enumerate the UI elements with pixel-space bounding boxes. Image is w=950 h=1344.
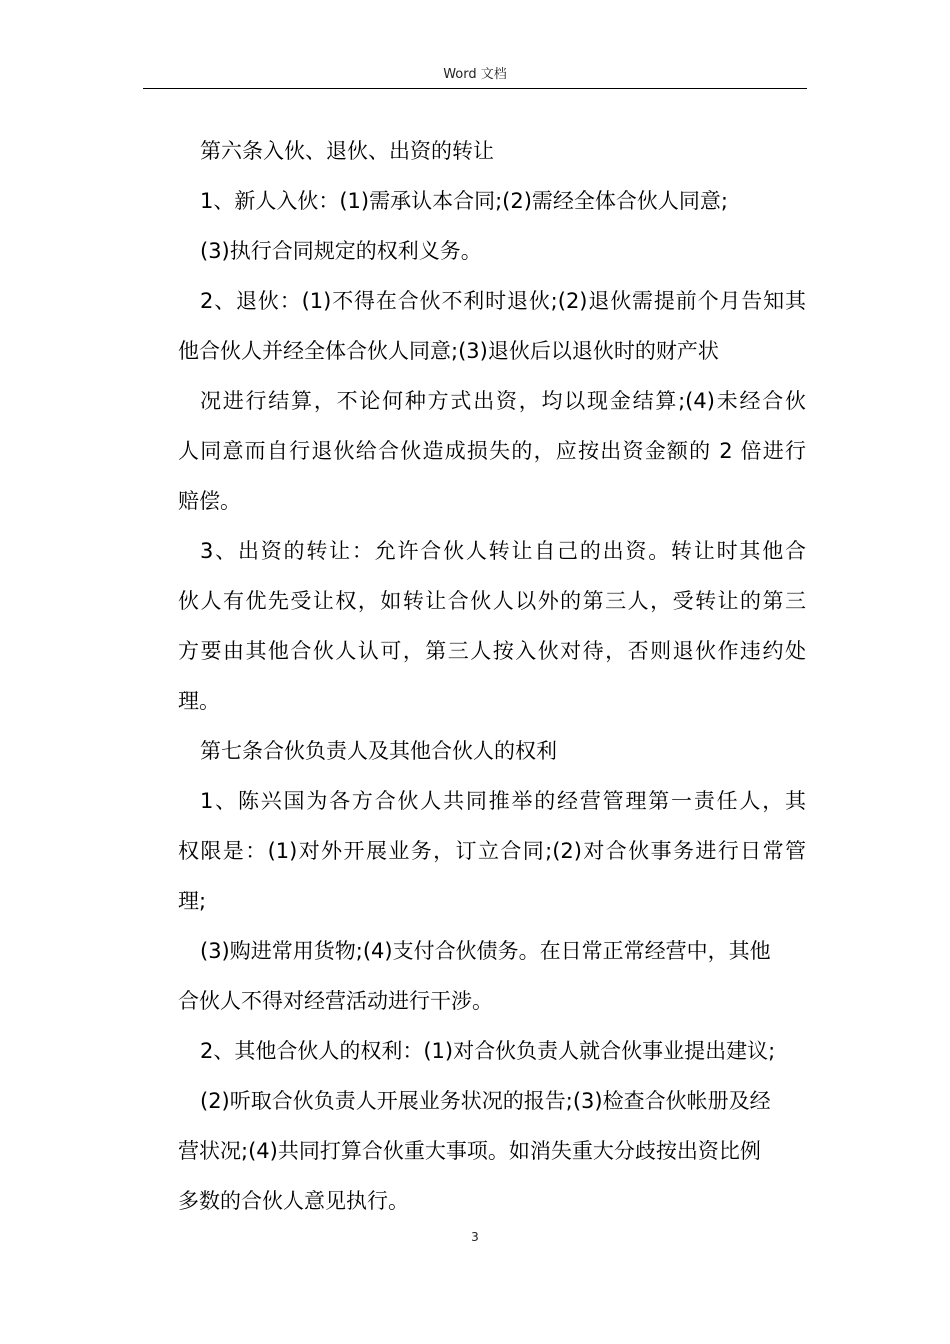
paragraph-line: 理; (178, 889, 207, 913)
document-body (178, 126, 806, 1226)
page-header: Word 文档 (443, 67, 507, 82)
paragraph-line: 1、新人入伙：(1)需承认本合同;(2)需经全体合伙人同意; (200, 189, 729, 213)
paragraph-line: 权限是：(1)对外开展业务，订立合同;(2)对合伙事务进行日常管 (178, 839, 806, 863)
paragraph-line: 多数的合伙人意见执行。 (178, 1189, 409, 1213)
header-divider (143, 88, 807, 89)
paragraph-line: 赔偿。 (178, 489, 241, 513)
paragraph-line: 方要由其他合伙人认可，第三人按入伙对待，否则退伙作违约处 (178, 639, 806, 663)
paragraph-line: 人同意而自行退伙给合伙造成损失的，应按出资金额的 2 倍进行 (178, 439, 806, 463)
paragraph-line: (2)听取合伙负责人开展业务状况的报告;(3)检查合伙帐册及经 (200, 1089, 771, 1113)
section-heading: 第七条合伙负责人及其他合伙人的权利 (200, 739, 557, 763)
paragraph-line: 合伙人不得对经营活动进行干涉。 (178, 989, 493, 1013)
paragraph-line: (3)执行合同规定的权利义务。 (200, 239, 482, 263)
paragraph-line: 他合伙人并经全体合伙人同意;(3)退伙后以退伙时的财产状 (178, 339, 719, 363)
paragraph-line: 3、出资的转让：允许合伙人转让自己的出资。转让时其他合 (200, 539, 806, 563)
paragraph-line: (3)购进常用货物;(4)支付合伙债务。在日常正常经营中，其他 (200, 939, 771, 963)
paragraph-line: 伙人有优先受让权，如转让合伙人以外的第三人，受转让的第三 (178, 589, 806, 613)
paragraph-line: 2、其他合伙人的权利：(1)对合伙负责人就合伙事业提出建议; (200, 1039, 776, 1063)
paragraph-line: 营状况;(4)共同打算合伙重大事项。如消失重大分歧按出资比例 (178, 1139, 761, 1163)
section-heading: 第六条入伙、退伙、出资的转让 (200, 139, 494, 163)
paragraph-line: 2、退伙：(1)不得在合伙不利时退伙;(2)退伙需提前个月告知其 (200, 289, 806, 313)
page-number: 3 (471, 1230, 479, 1244)
paragraph-line: 1、陈兴国为各方合伙人共同推举的经营管理第一责任人，其 (200, 789, 806, 813)
paragraph-line: 理。 (178, 689, 220, 713)
paragraph-line: 况进行结算，不论何种方式出资，均以现金结算;(4)未经合伙 (200, 389, 806, 413)
